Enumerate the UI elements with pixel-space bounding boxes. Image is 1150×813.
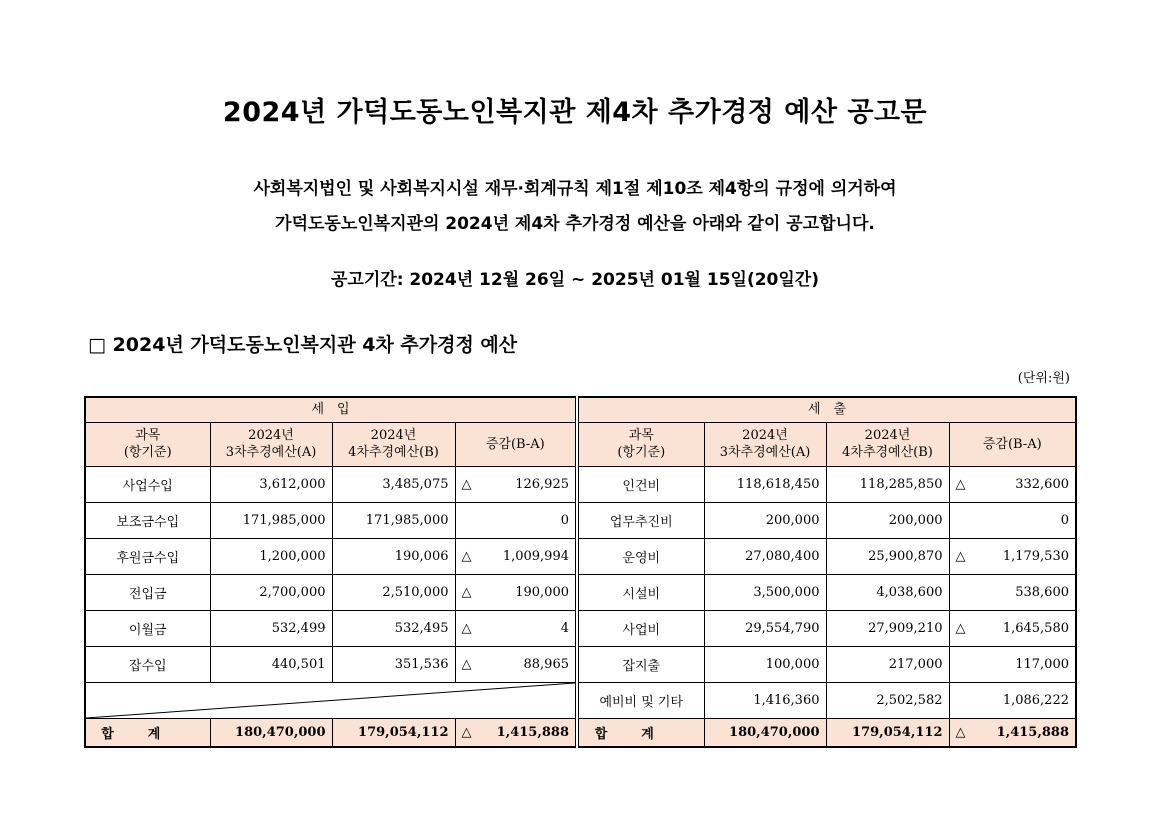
notice-period: 공고기간: 2024년 12월 26일 ~ 2025년 01월 15일(20일간) [331, 270, 819, 290]
table-row: 사업수입 3,612,000 3,485,075 △ 126,925 인건비 118,618,450 118,285,850 △ 332,600 [85, 466, 1076, 502]
expense-header: 세 출 [577, 397, 1076, 422]
decrease-marker: △ [455, 538, 477, 574]
intro-line-1: 사회복지법인 및 사회복지시설 재무·회계규칙 제1절 제10조 제4항의 규정에 의거하여 [253, 179, 897, 199]
table-row: 잡수입 440,501 351,536 △ 88,965 잡지출 100,000 217,000 117,000 [85, 646, 1076, 682]
decrease-marker: △ [949, 610, 971, 646]
col-prev-budget: 2024년 3차추경예산(A) [704, 422, 826, 466]
col-prev-budget: 2024년 3차추경예산(A) [210, 422, 332, 466]
col-curr-budget: 2024년 4차추경예산(B) [826, 422, 949, 466]
decrease-marker [949, 646, 971, 682]
decrease-marker [949, 502, 971, 538]
decrease-marker: △ [455, 466, 477, 502]
table-row: 전입금 2,700,000 2,510,000 △ 190,000 시설비 3,500,000 4,038,600 538,600 [85, 574, 1076, 610]
decrease-marker: △ [455, 574, 477, 610]
decrease-marker: △ [949, 466, 971, 502]
total-row: 합계 180,470,000 179,054,112 △ 1,415,888 합계 180,470,000 179,054,112 △ 1,415,888 [85, 718, 1076, 747]
table-row: 예비비 및 기타 1,416,360 2,502,582 1,086,222 [85, 682, 1076, 718]
decrease-marker [455, 502, 477, 538]
total-label: 합계 [577, 718, 704, 747]
decrease-marker [949, 574, 971, 610]
total-label: 합계 [85, 718, 210, 747]
table-row: 이월금 532,499 532,495 △ 4 사업비 29,554,790 27,909,210 △ 1,645,580 [85, 610, 1076, 646]
page-title: 2024년 가덕도동노인복지관 제4차 추가경정 예산 공고문 [222, 97, 928, 128]
col-diff: 증감(B-A) [455, 422, 577, 466]
section-title: □ 2024년 가덕도동노인복지관 4차 추가경정 예산 [88, 334, 518, 356]
table-row: 후원금수입 1,200,000 190,006 △ 1,009,994 운영비 27,080,400 25,900,870 △ 1,179,530 [85, 538, 1076, 574]
decrease-marker [949, 682, 971, 718]
col-subject: 과목 (항기준) [577, 422, 704, 466]
intro-line-2: 가덕도동노인복지관의 2024년 제4차 추가경정 예산을 아래와 같이 공고합니다. [275, 214, 875, 234]
decrease-marker: △ [455, 646, 477, 682]
unit-label: (단위:원) [1017, 371, 1070, 386]
col-curr-budget: 2024년 4차추경예산(B) [332, 422, 455, 466]
decrease-marker: △ [455, 718, 477, 747]
decrease-marker: △ [949, 538, 971, 574]
col-diff: 증감(B-A) [949, 422, 1076, 466]
decrease-marker: △ [455, 610, 477, 646]
col-subject: 과목 (항기준) [85, 422, 210, 466]
budget-table [84, 396, 1077, 748]
decrease-marker: △ [949, 718, 971, 747]
revenue-header: 세 입 [85, 397, 577, 422]
empty-cell-diagonal [85, 682, 577, 718]
table-row: 보조금수입 171,985,000 171,985,000 0 업무추진비 200,000 200,000 0 [85, 502, 1076, 538]
diagonal-line [86, 683, 575, 718]
